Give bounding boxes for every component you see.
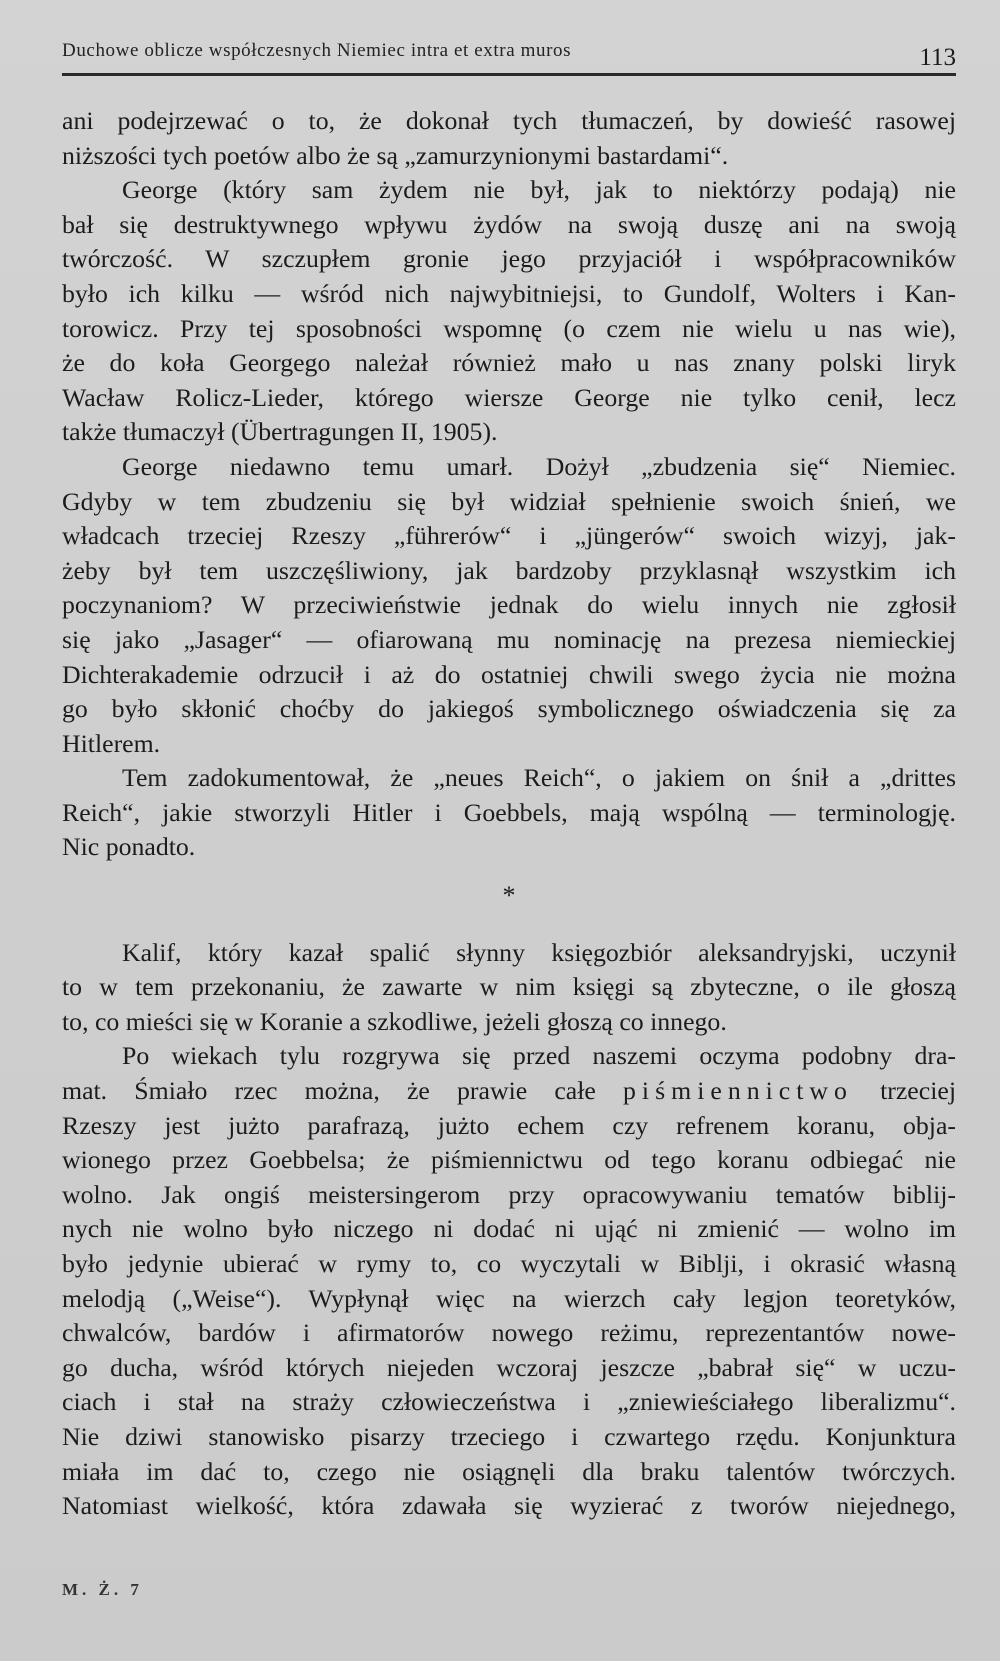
text-line: Kalif, który kazał spalić słynny księgozbiór aleksandryjski, uczynił [122, 937, 956, 967]
text-line: chwalców, bardów i afirmatorów nowego reżimu, reprezentantów nowe- [62, 1318, 956, 1348]
text-line: Nie dziwi stanowisko pisarzy trzeciego i czwartego rzędu. Konjunktura [62, 1421, 956, 1451]
text-line: było jedynie ubierać w rymy to, co wyczytali w Biblji, i okrasić własną [62, 1249, 956, 1278]
running-header [62, 38, 956, 78]
text-line: że do koła Georgego należał również mało u nas znany polski liryk [62, 348, 956, 378]
text-line: wolno. Jak ongiś meistersingerom przy opracowywaniu tematów biblij- [62, 1179, 956, 1209]
text-fragment: mat. Śmiało rzec można, że prawie całe [62, 1076, 596, 1106]
text-line: Rzeszy jest jużto parafrazą, jużto echem czy refrenem koranu, obja- [62, 1110, 956, 1140]
body-text [62, 104, 956, 1524]
text-line: niższości tych poetów albo że są „zamurzynionymi bastardami“. [62, 140, 729, 170]
text-line: George niedawno temu umarł. Dożył „zbudzenia się“ Niemiec. [122, 451, 956, 481]
text-line: Po wiekach tylu rozgrywa się przed naszemi oczyma podobny dra- [122, 1041, 956, 1071]
text-line: wionego przez Goebbelsa; że piśmiennictwu od tego koranu odbiegać nie [62, 1145, 956, 1175]
text-line: władcach trzeciej Rzeszy „führerów“ i „jüngerów“ swoich wizyj, jak- [62, 521, 956, 551]
text-line: nych nie wolno było niczego ni dodać ni ująć ni zmienić — wolno im [62, 1214, 956, 1244]
text-line: także tłumaczył (Übertragungen II, 1905). [62, 417, 498, 447]
text-line: George (który sam żydem nie był, jak to niektórzy podają) nie [122, 175, 956, 205]
text-line: to w tem przekonaniu, że zawarte w nim księgi są zbyteczne, o ile głoszą [62, 972, 956, 1002]
text-line: bał się destruktywnego wpływu żydów na swoją duszę ani na swoją [62, 209, 956, 239]
text-line: Nic ponadto. [62, 832, 196, 862]
text-line: melodją („Weise“). Wypłynął więc na wierzch cały legjon teoretyków, [62, 1283, 956, 1313]
text-line: Natomiast wielkość, która zdawała się wyzierać z tworów niejednego, [62, 1491, 956, 1521]
text-line: twórczość. W szczupłem gronie jego przyjaciół i współpracowników [62, 244, 956, 274]
text-line: Reich“, jakie stworzyli Hitler i Goebbels, mają wspólną — terminologję. [62, 797, 956, 827]
text-line: się jako „Jasager“ — ofiarowaną mu nominację na prezesa niemieckiej [62, 624, 956, 654]
page-number: 113 [919, 44, 956, 71]
emphasized-word: piśmiennictwo [623, 1076, 853, 1106]
header-rule [62, 73, 956, 76]
running-title: Duchowe oblicze współczesnych Niemiec intra et extra muros [62, 40, 572, 61]
text-line: było ich kilku — wśród nich najwybitniejsi, to Gundolf, Wolters i Kan- [62, 278, 956, 308]
text-line: torowicz. Przy tej sposobności wspomnę (o czem nie wielu u nas wie), [62, 313, 956, 343]
text-fragment: trzeciej [880, 1076, 956, 1106]
text-line: Hitlerem. [62, 728, 161, 758]
text-line-with-emphasis [62, 1074, 956, 1109]
text-line: miała im dać to, czego nie osiągnęli dla braku talentów twórczych. [62, 1456, 956, 1486]
text-line: żeby był tem uszczęśliwiony, jak bardzoby przyklasnął wszystkim ich [62, 555, 956, 585]
section-separator: * [502, 881, 516, 911]
text-line: go było skłonić choćby do jakiegoś symbolicznego oświadczenia się za [62, 694, 956, 724]
text-line: poczynaniom? W przeciwieństwie jednak do wielu innych nie zgłosił [62, 590, 956, 620]
text-line: Dichterakademie odrzucił i aż do ostatniej chwili swego życia nie można [62, 659, 956, 689]
printer-signature: M. Ż. 7 [62, 1580, 143, 1599]
text-line: go ducha, wśród których niejeden wczoraj jeszcze „babrał się“ w uczu- [62, 1352, 956, 1382]
text-line: Wacław Rolicz-Lieder, którego wiersze George nie tylko cenił, lecz [62, 382, 956, 412]
text-line: Gdyby w tem zbudzeniu się był widział spełnienie swoich śnień, we [62, 486, 956, 516]
text-line: ciach i stał na straży człowieczeństwa i „zniewieściałego liberalizmu“. [62, 1387, 956, 1417]
text-line: to, co mieści się w Koranie a szkodliwe, jeżeli głoszą co innego. [62, 1006, 727, 1036]
text-line: Tem zadokumentował, że „neues Reich“, o jakiem on śnił a „drittes [122, 763, 956, 793]
text-line: ani podejrzewać o to, że dokonał tych tłumaczeń, by dowieść rasowej [62, 106, 956, 135]
